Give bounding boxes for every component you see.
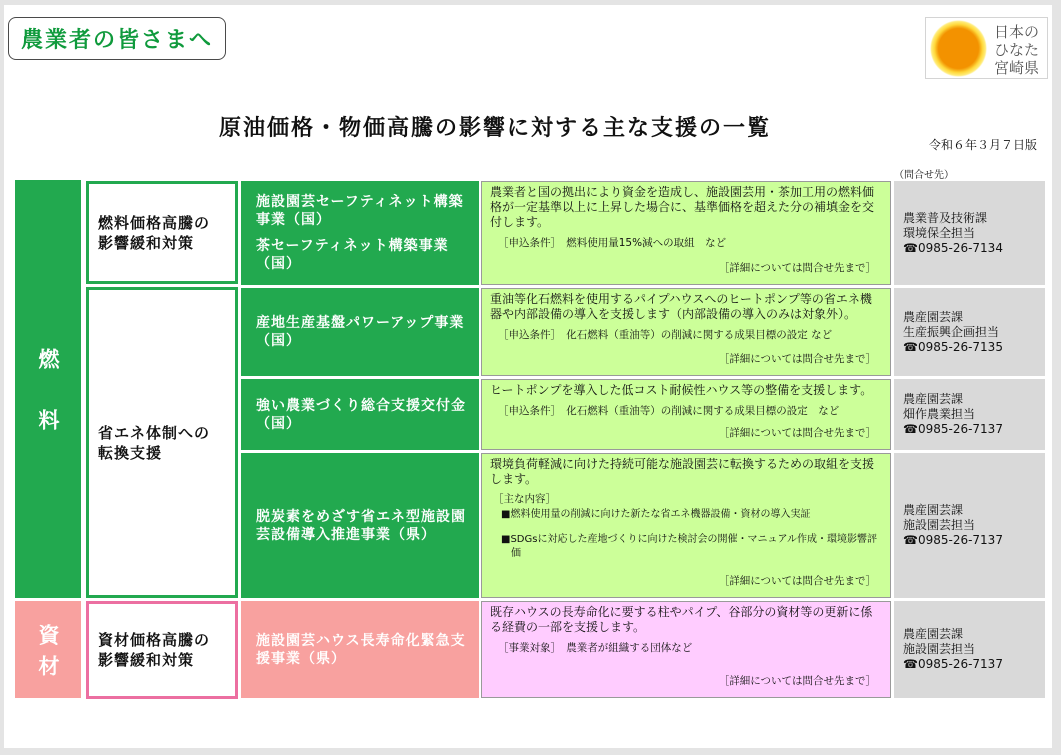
contact-department: 農産園芸課 bbox=[903, 503, 964, 517]
description-text: 環境負荷軽減に向けた持続可能な施設園芸に転換するための取組を支援します。 bbox=[490, 457, 875, 486]
audience-badge: 農業者の皆さまへ bbox=[8, 17, 226, 60]
subcategory-label: 省エネ体制への転換支援 bbox=[98, 423, 211, 462]
description-cell bbox=[481, 453, 891, 598]
program-cell bbox=[241, 601, 479, 698]
contact-cell bbox=[894, 379, 1045, 450]
contact-column-header: （問合せ先） bbox=[894, 170, 954, 181]
prefecture-logo bbox=[925, 17, 1048, 79]
program-name: 施設園芸ハウス長寿命化緊急支援事業（県） bbox=[256, 632, 466, 667]
contact-phone: ☎0985-26-7137 bbox=[903, 657, 1003, 671]
logo-text bbox=[994, 23, 1048, 77]
contact-section: 畑作農業担当 bbox=[903, 407, 976, 421]
sun-icon bbox=[930, 20, 987, 77]
contact-phone: ☎0985-26-7137 bbox=[903, 533, 1003, 547]
content-bullet: ■SDGsに対応した産地づくりに向けた検討会の開催・マニュアル作成・環境影響評価 bbox=[501, 534, 878, 559]
description-text: 農業者と国の拠出により資金を造成し、施設園芸用・茶加工用の燃料価格が一定基準以上に上昇した場合に、基準価格を超えた分の補填金を交付します。 bbox=[490, 185, 875, 229]
application-condition: ［申込条件］ 化石燃料（重油等）の削減に関する成果目標の設定 など bbox=[498, 329, 833, 341]
detail-note: ［詳細については問合せ先まで］ bbox=[718, 262, 876, 274]
contact-department: 農産園芸課 bbox=[903, 392, 964, 406]
description-text: ヒートポンプを導入した低コスト耐候性ハウス等の整備を支援します。 bbox=[490, 383, 873, 397]
detail-note: ［詳細については問合せ先まで］ bbox=[718, 353, 876, 365]
contact-department: 農業普及技術課 bbox=[903, 210, 988, 225]
contact-cell bbox=[894, 601, 1045, 698]
program-cell bbox=[241, 288, 479, 376]
program-name: 強い農業づくり総合支援交付金（国） bbox=[256, 397, 466, 432]
contact-phone: ☎0985-26-7137 bbox=[903, 422, 1003, 436]
description-cell bbox=[481, 181, 891, 285]
contact-cell bbox=[894, 181, 1045, 285]
contact-department: 農産園芸課 bbox=[903, 627, 964, 641]
contact-section: 環境保全担当 bbox=[903, 225, 976, 240]
detail-note: ［詳細については問合せ先まで］ bbox=[718, 427, 876, 439]
contact-section: 施設園芸担当 bbox=[903, 642, 976, 656]
page-title: 原油価格・物価高騰の影響に対する主な支援の一覧 bbox=[218, 116, 771, 141]
program-cell bbox=[241, 379, 479, 450]
program-name: 産地生産基盤パワーアップ事業（国） bbox=[256, 315, 465, 349]
description-cell bbox=[481, 601, 891, 698]
logo-line-2: ひなた bbox=[994, 41, 1040, 59]
program-name: 施設園芸セーフティネット構築事業（国） bbox=[256, 194, 464, 228]
contact-cell bbox=[894, 288, 1045, 376]
category-fuel-label: 燃料 bbox=[36, 348, 60, 470]
application-condition: ［申込条件］ 化石燃料（重油等）の削減に関する成果目標の設定 など bbox=[498, 405, 840, 417]
application-condition: ［申込条件］ 燃料使用量15%減への取組 など bbox=[498, 237, 727, 249]
subcategory-label: 燃料価格高騰の影響緩和対策 bbox=[98, 213, 211, 252]
edition-date: 令和６年３月７日版 bbox=[928, 138, 1037, 152]
category-materials bbox=[15, 601, 81, 698]
detail-note: ［詳細については問合せ先まで］ bbox=[718, 575, 876, 587]
eligible-target: ［事業対象］ 農業者が組織する団体など bbox=[498, 642, 693, 654]
contact-phone: ☎0985-26-7135 bbox=[903, 339, 1003, 354]
content-bullet: ■燃料使用量の削減に向けた新たな省エネ機器設備・資材の導入実証 bbox=[501, 509, 811, 520]
program-name: 茶セーフティネット構築事業（国） bbox=[256, 238, 449, 272]
program-name: 脱炭素をめざす省エネ型施設園芸設備導入推進事業（県） bbox=[256, 508, 466, 543]
contact-department: 農産園芸課 bbox=[903, 309, 964, 324]
description-text: 既存ハウスの長寿命化に要する柱やパイプ、谷部分の資材等の更新に係る経費の一部を支援します。 bbox=[490, 605, 873, 634]
contact-cell bbox=[894, 453, 1045, 598]
subcategory-materials-price-relief bbox=[86, 601, 238, 699]
subcategory-fuel-price-relief bbox=[86, 181, 238, 284]
logo-line-3: 宮崎県 bbox=[994, 59, 1040, 77]
logo-line-1: 日本の bbox=[994, 23, 1040, 41]
description-text: 重油等化石燃料を使用するパイプハウスへのヒートポンプ等の省エネ機器や内部設備の導入を支援します（内部設備の導入のみは対象外）。 bbox=[490, 292, 872, 321]
category-materials-label: 資材 bbox=[36, 623, 60, 686]
detail-note: ［詳細については問合せ先まで］ bbox=[718, 675, 876, 687]
description-cell bbox=[481, 288, 891, 376]
category-fuel bbox=[15, 180, 81, 598]
program-cell bbox=[241, 453, 479, 598]
main-content-label: ［主な内容］ bbox=[493, 493, 556, 505]
contact-section: 施設園芸担当 bbox=[903, 518, 976, 532]
subcategory-label: 資材価格高騰の影響緩和対策 bbox=[98, 631, 211, 669]
subcategory-energy-saving bbox=[86, 287, 238, 598]
program-cell bbox=[241, 181, 479, 285]
description-cell bbox=[481, 379, 891, 450]
contact-section: 生産振興企画担当 bbox=[903, 324, 1000, 339]
contact-phone: ☎0985-26-7134 bbox=[903, 240, 1003, 255]
